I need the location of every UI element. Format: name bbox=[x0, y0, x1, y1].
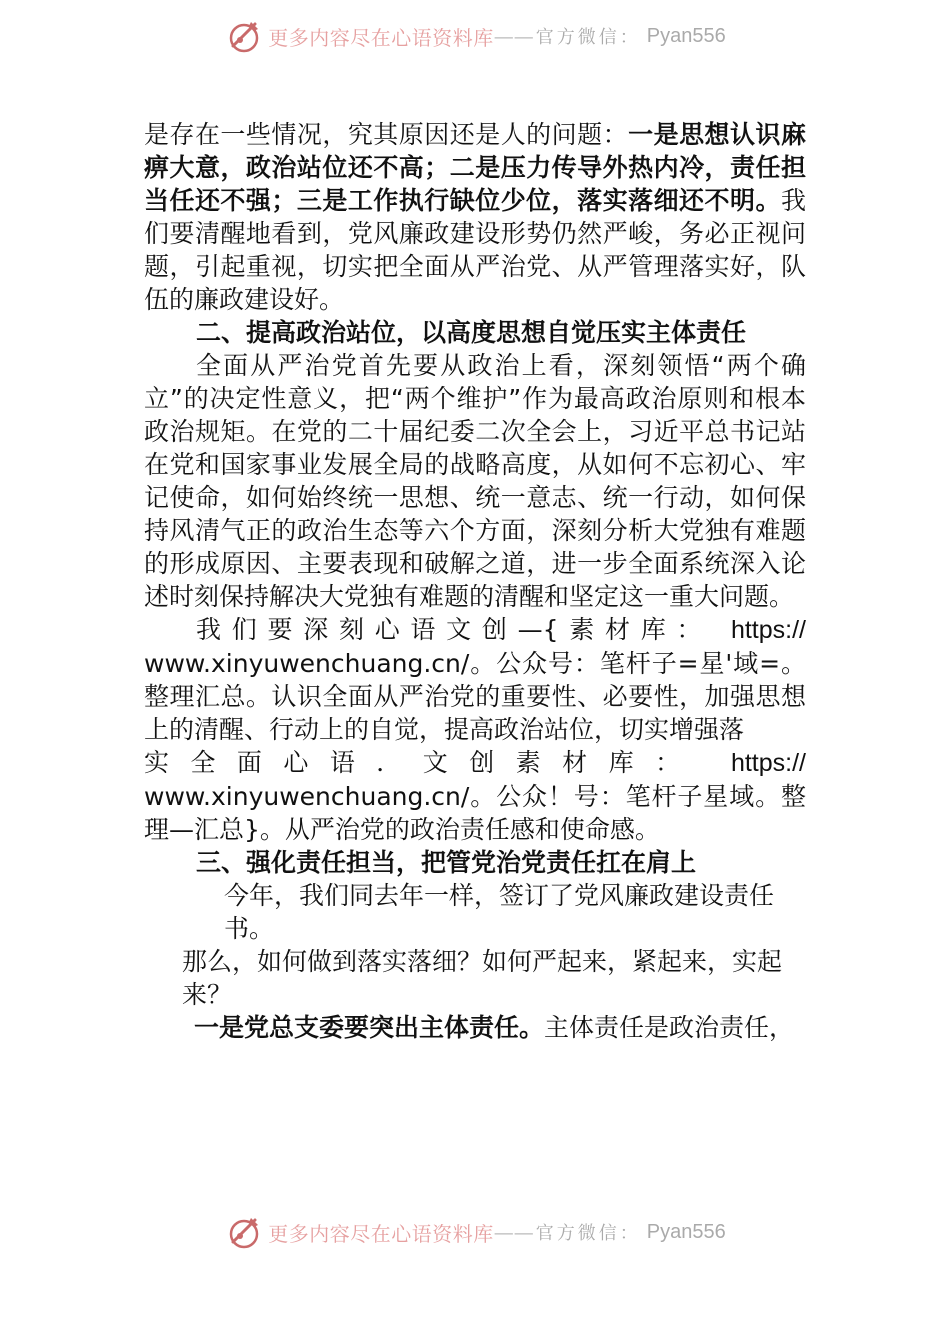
banner-wechat-id: Pyan556 bbox=[646, 1220, 726, 1243]
paragraph-source-line4: www.xinyuwenchuang.cn/。公众！号：笔杆子星域。整理—汇总}。从严治党的政治责任感和使命感。 bbox=[144, 782, 806, 844]
paragraph-questions: 那么，如何做到落实落细？如何严起来，紧起来，实起来？ bbox=[182, 947, 783, 1009]
banner-text: 更多内容尽在心语资料库 bbox=[268, 25, 494, 50]
header-banner bbox=[0, 14, 950, 58]
footer-banner bbox=[0, 1210, 950, 1254]
intro-text-c: 我们要清醒地看到，党风廉政建设形势仍然严峻，务必正视问题，引起重视，切实把全面从严治党、从严管理落实好，队伍的廉政建设好。 bbox=[144, 186, 806, 314]
section-heading-3: 三、强化责任担当，把管党治党责任扛在肩上 bbox=[196, 848, 697, 877]
banner-text: 更多内容尽在心语资料库 bbox=[268, 1221, 494, 1246]
banner-wechat-label: 官方微信： bbox=[535, 1223, 641, 1244]
source-url-1: https:// bbox=[730, 616, 806, 644]
intro-text-bold: 一是思想认识麻痹大意，政治站位还不高；二是压力传导外热内冷，责任担当任还不强；三是工作执行缺位少位，落实落细还不明。 bbox=[144, 120, 806, 215]
main-responsibility-bold: 一是党总支委要突出主体责任。 bbox=[194, 1013, 545, 1042]
source-text-3: 实全面心语．文创素材库： bbox=[144, 748, 702, 777]
banner-dash: —— bbox=[493, 24, 534, 48]
pen-logo-icon bbox=[224, 1212, 264, 1252]
source-url-2: https:// bbox=[730, 749, 806, 777]
paragraph-intro bbox=[144, 118, 806, 316]
paragraph-responsibility-letter: 今年，我们同去年一样，签订了党风廉政建设责任书。 bbox=[224, 881, 775, 943]
main-responsibility-text: 主体责任是政治责任， bbox=[544, 1013, 795, 1042]
section-heading-2: 二、提高政治站位，以高度思想自觉压实主体责任 bbox=[196, 318, 747, 347]
banner-wechat-id: Pyan556 bbox=[646, 24, 726, 47]
banner-wechat-label: 官方微信： bbox=[535, 27, 641, 48]
source-text-1: 我们要深刻心语文创—{素材库： bbox=[196, 615, 713, 644]
intro-text-a: 是存在一些情况，究其原因还是人的问题： bbox=[144, 120, 629, 149]
paragraph-source-line1 bbox=[144, 613, 806, 647]
pen-logo-icon bbox=[224, 16, 264, 56]
banner-dash: —— bbox=[493, 1220, 534, 1244]
paragraph-source-line2: www.xinyuwenchuang.cn/。公众号：笔杆子=星'域=。整理汇总。认识全面从严治党的重要性、必要性，加强思想上的清醒、行动上的自觉，提高政治站位，切实增强落 bbox=[144, 649, 806, 744]
document-body bbox=[144, 118, 806, 1044]
paragraph-source-line3 bbox=[144, 746, 806, 780]
paragraph-political-stance: 全面从严治党首先要从政治上看，深刻领悟“两个确立”的决定性意义，把“两个维护”作为最高政治原则和根本政治规矩。在党的二十届纪委二次全会上，习近平总书记站在党和国家事业发展全局的战略高度，从如何不忘初心、牢记使命，如何始终统一思想、统一意志、统一行动，如何保持风清气正的政治生态等六个方面，深刻分析大党独有难题的形成原因、主要表现和破解之道，进一步全面系统深入论述时刻保持解决大党独有难题的清醒和坚定这一重大问题。 bbox=[144, 351, 806, 611]
paragraph-main-responsibility bbox=[144, 1011, 806, 1044]
